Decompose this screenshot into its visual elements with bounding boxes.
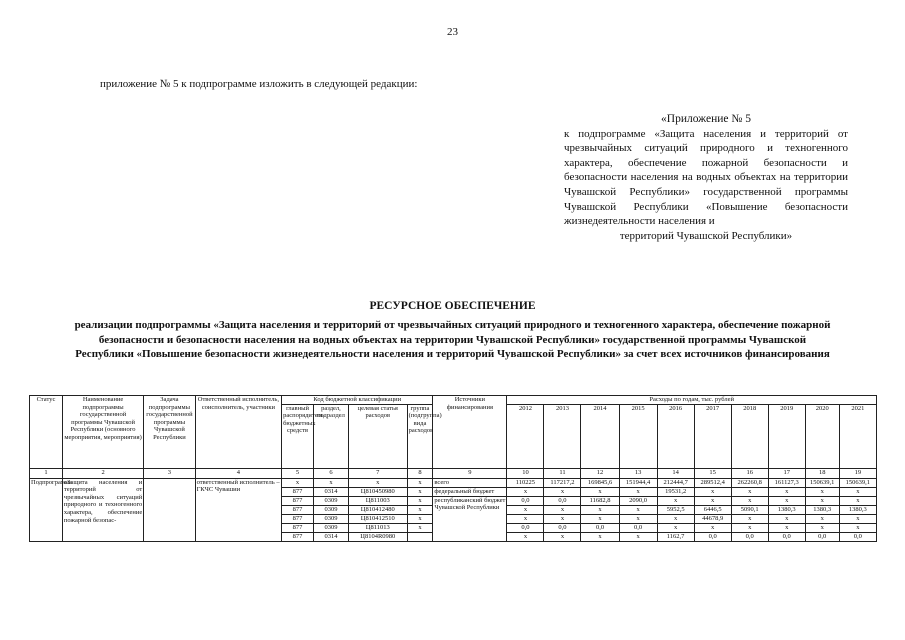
- table-row: [30, 478, 877, 487]
- value-cell: х: [768, 514, 805, 523]
- column-number: 3: [144, 468, 195, 478]
- code-cell: 877: [282, 514, 314, 523]
- header-task: Задача подпрограммы государственной программы Чувашской Республики: [144, 396, 195, 469]
- value-cell: 0,0: [619, 523, 657, 532]
- value-cell: 0,0: [544, 496, 581, 505]
- value-cell: х: [544, 505, 581, 514]
- source-cell: федеральный бюджет: [433, 487, 507, 496]
- value-cell: х: [657, 514, 694, 523]
- header-year: 2013: [544, 404, 581, 468]
- value-cell: х: [507, 532, 544, 541]
- appendix-body: к подпрограмме «Защита населения и территорий от чрезвычайных ситуаций природного и техногенного характера, обеспечение пожарной безопасности и безопасности населения на водных объектах на территории Чувашской Республики» государственной программы Чувашской Республики «Повышение безопасности жизнедеятельности населения и: [564, 127, 848, 228]
- header-year: 2020: [805, 404, 839, 468]
- value-cell: 11682,8: [581, 496, 619, 505]
- value-cell: х: [805, 496, 839, 505]
- value-cell: х: [507, 514, 544, 523]
- code-cell: х: [407, 523, 433, 532]
- value-cell: х: [839, 523, 876, 532]
- value-cell: 0,0: [839, 532, 876, 541]
- header-expenses: Расходы по годам, тыс. рублей: [507, 396, 877, 405]
- code-cell: х: [348, 478, 407, 487]
- header-year: 2018: [731, 404, 768, 468]
- header-year: 2015: [619, 404, 657, 468]
- intro-text: приложение № 5 к подпрограмме изложить в следующей редакции:: [100, 78, 418, 90]
- code-cell: х: [407, 478, 433, 487]
- value-cell: х: [805, 523, 839, 532]
- code-cell: 877: [282, 487, 314, 496]
- column-number: 4: [195, 468, 281, 478]
- header-budget-code: Код бюджетной классификации: [282, 396, 433, 405]
- status-cell: Подпрограмма: [30, 478, 63, 541]
- value-cell: х: [657, 496, 694, 505]
- value-cell: х: [731, 496, 768, 505]
- value-cell: х: [694, 496, 731, 505]
- value-cell: 5952,5: [657, 505, 694, 514]
- code-cell: 0309: [313, 496, 348, 505]
- value-cell: 0,0: [507, 496, 544, 505]
- value-cell: х: [619, 505, 657, 514]
- column-number: 6: [313, 468, 348, 478]
- column-number: 11: [544, 468, 581, 478]
- value-cell: х: [581, 514, 619, 523]
- header-name: Наименование подпрограммы государственной программы Чувашской Республики (основного мероприятия, мероприятия): [62, 396, 143, 469]
- header-grbs: главный распорядитель бюджетных средств: [282, 404, 314, 468]
- value-cell: х: [694, 523, 731, 532]
- value-cell: 262260,8: [731, 478, 768, 487]
- column-number: 9: [433, 468, 507, 478]
- column-number: 2: [62, 468, 143, 478]
- column-number-row: [30, 468, 877, 478]
- value-cell: х: [619, 532, 657, 541]
- value-cell: х: [544, 514, 581, 523]
- column-number: 16: [731, 468, 768, 478]
- value-cell: х: [544, 532, 581, 541]
- header-year: 2016: [657, 404, 694, 468]
- value-cell: 110225: [507, 478, 544, 487]
- code-cell: 0314: [313, 532, 348, 541]
- code-cell: х: [282, 478, 314, 487]
- code-cell: Ц8104R0980: [348, 532, 407, 541]
- value-cell: х: [581, 505, 619, 514]
- value-cell: 150639,1: [839, 478, 876, 487]
- header-section: раздел, подраздел: [313, 404, 348, 468]
- value-cell: 169845,6: [581, 478, 619, 487]
- value-cell: 0,0: [507, 523, 544, 532]
- header-year: 2014: [581, 404, 619, 468]
- code-cell: х: [407, 487, 433, 496]
- code-cell: 877: [282, 532, 314, 541]
- header-year: 2021: [839, 404, 876, 468]
- value-cell: х: [507, 505, 544, 514]
- value-cell: 0,0: [768, 532, 805, 541]
- value-cell: 161127,3: [768, 478, 805, 487]
- page-number: 23: [447, 26, 458, 38]
- column-number: 8: [407, 468, 433, 478]
- column-number: 17: [768, 468, 805, 478]
- header-year: 2019: [768, 404, 805, 468]
- value-cell: х: [581, 532, 619, 541]
- task-cell: [144, 478, 195, 541]
- value-cell: х: [657, 523, 694, 532]
- header-year: 2012: [507, 404, 544, 468]
- source-cell: всего: [433, 478, 507, 487]
- value-cell: х: [731, 487, 768, 496]
- value-cell: х: [839, 514, 876, 523]
- column-number: 18: [805, 468, 839, 478]
- column-number: 15: [694, 468, 731, 478]
- value-cell: 44678,9: [694, 514, 731, 523]
- value-cell: х: [731, 514, 768, 523]
- value-cell: 5090,1: [731, 505, 768, 514]
- header-target-article: целевая статья расходов: [348, 404, 407, 468]
- value-cell: х: [581, 487, 619, 496]
- value-cell: 0,0: [581, 523, 619, 532]
- code-cell: [407, 532, 433, 541]
- value-cell: 0,0: [544, 523, 581, 532]
- value-cell: х: [768, 487, 805, 496]
- appendix-block: [564, 112, 848, 243]
- code-cell: Ц811003: [348, 496, 407, 505]
- column-number: 19: [839, 468, 876, 478]
- code-cell: х: [407, 514, 433, 523]
- code-cell: х: [313, 478, 348, 487]
- value-cell: х: [619, 514, 657, 523]
- value-cell: 2090,0: [619, 496, 657, 505]
- column-number: 10: [507, 468, 544, 478]
- code-cell: Ц810412480: [348, 505, 407, 514]
- value-cell: х: [544, 487, 581, 496]
- value-cell: х: [839, 496, 876, 505]
- column-number: 1: [30, 468, 63, 478]
- appendix-heading: «Приложение № 5: [661, 113, 751, 125]
- value-cell: 1162,7: [657, 532, 694, 541]
- column-number: 13: [619, 468, 657, 478]
- executor-cell: ответственный исполнитель – ГКЧС Чувашии: [195, 478, 281, 541]
- value-cell: 0,0: [694, 532, 731, 541]
- code-cell: Ц810412510: [348, 514, 407, 523]
- header-status: Статус: [30, 396, 63, 469]
- source-cell: республиканский бюджет Чувашской Республики: [433, 496, 507, 541]
- appendix-last-line: территорий Чувашской Республики»: [619, 229, 793, 242]
- value-cell: 212444,7: [657, 478, 694, 487]
- column-number: 5: [282, 468, 314, 478]
- column-number: 7: [348, 468, 407, 478]
- value-cell: 19531,2: [657, 487, 694, 496]
- header-expense-group: группа (подгруппа) вида расходов: [407, 404, 433, 468]
- code-cell: Ц810450980: [348, 487, 407, 496]
- header-year: 2017: [694, 404, 731, 468]
- code-cell: Ц811013: [348, 523, 407, 532]
- value-cell: 1380,3: [768, 505, 805, 514]
- value-cell: х: [507, 487, 544, 496]
- value-cell: х: [619, 487, 657, 496]
- subprogram-name-cell: «Защита населения и территорий от чрезвычайных ситуаций природного и техногенного характера, обеспечение пожарной безопас-: [62, 478, 143, 541]
- code-cell: 877: [282, 496, 314, 505]
- code-cell: 877: [282, 505, 314, 514]
- value-cell: х: [694, 487, 731, 496]
- value-cell: 0,0: [805, 532, 839, 541]
- value-cell: 289512,4: [694, 478, 731, 487]
- code-cell: х: [407, 496, 433, 505]
- header-source: Источники финансирования: [433, 396, 507, 469]
- header-executor: Ответственный исполнитель, соисполнитель, участники: [195, 396, 281, 469]
- code-cell: 0309: [313, 505, 348, 514]
- code-cell: 877: [282, 523, 314, 532]
- value-cell: 0,0: [731, 532, 768, 541]
- value-cell: х: [768, 496, 805, 505]
- document-title: РЕСУРСНОЕ ОБЕСПЕЧЕНИЕ: [369, 300, 536, 312]
- code-cell: 0309: [313, 514, 348, 523]
- column-number: 14: [657, 468, 694, 478]
- value-cell: х: [731, 523, 768, 532]
- resource-table: [29, 395, 877, 542]
- code-cell: 0309: [313, 523, 348, 532]
- value-cell: 6446,5: [694, 505, 731, 514]
- value-cell: х: [768, 523, 805, 532]
- code-cell: 0314: [313, 487, 348, 496]
- value-cell: х: [805, 487, 839, 496]
- value-cell: 1380,3: [805, 505, 839, 514]
- value-cell: 151944,4: [619, 478, 657, 487]
- value-cell: 150639,1: [805, 478, 839, 487]
- value-cell: 117217,2: [544, 478, 581, 487]
- value-cell: х: [805, 514, 839, 523]
- code-cell: х: [407, 505, 433, 514]
- document-subtitle: реализации подпрограммы «Защита населения и территорий от чрезвычайных ситуаций природного и техногенного характера, обеспечение пожарной безопасности и безопасности населения на водных объектах на территории Чувашской Республики» государственной программы Чувашской Республики «Повышение безопасности жизнедеятельности населения и территорий Чувашской Республики» за счет всех источников финансирования: [74, 319, 831, 360]
- column-number: 12: [581, 468, 619, 478]
- value-cell: х: [839, 487, 876, 496]
- value-cell: 1380,3: [839, 505, 876, 514]
